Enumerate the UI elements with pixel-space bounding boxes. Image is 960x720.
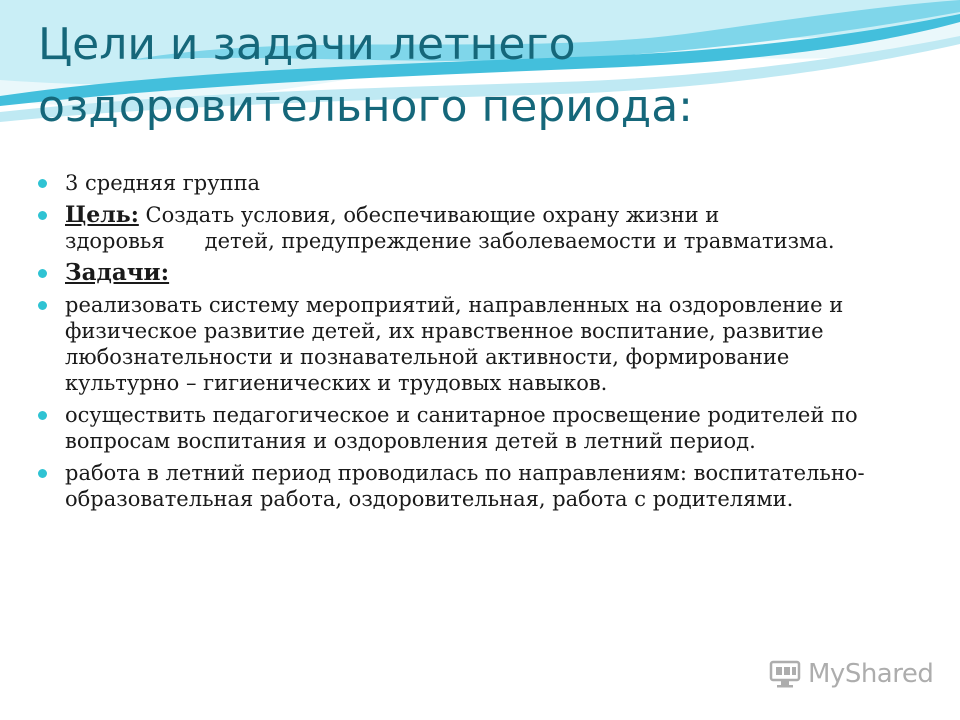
bullet-icon bbox=[38, 269, 47, 278]
goal-label: Цель: bbox=[65, 202, 139, 228]
list-item bbox=[38, 292, 898, 396]
list-item bbox=[38, 170, 898, 196]
bullet-icon bbox=[38, 301, 47, 310]
list-item-text: реализовать систему мероприятий, направленных на оздоровление и физическое развитие детей, их нравственное воспитание, развитие любознательности и познавательной активности, формирование культурно – гигиенических и трудовых навыков. bbox=[65, 293, 844, 395]
monitor-icon bbox=[768, 659, 802, 689]
list-item-text: 3 средняя группа bbox=[65, 171, 261, 195]
page-title: Цели и задачи летнего оздоровительного периода: bbox=[38, 19, 693, 132]
list-item bbox=[38, 260, 898, 286]
bullet-icon bbox=[38, 211, 47, 220]
list-item bbox=[38, 460, 898, 512]
list-item bbox=[38, 202, 898, 254]
list-item-text: работа в летний период проводилась по направлениям: воспитательно-образовательная работа, оздоровительная, работа с родителями. bbox=[65, 461, 865, 511]
bullet-list bbox=[38, 170, 898, 518]
list-item-text: осуществить педагогическое и санитарное просвещение родителей по вопросам воспитания и оздоровления детей в летний период. bbox=[65, 403, 858, 453]
list-item bbox=[38, 402, 898, 454]
bullet-icon bbox=[38, 179, 47, 188]
bullet-icon bbox=[38, 411, 47, 420]
bullet-icon bbox=[38, 469, 47, 478]
list-item-text: Создать условия, обеспечивающие охрану жизни и здоровья детей, предупреждение заболеваемости и травматизма. bbox=[65, 203, 835, 253]
tasks-label: Задачи: bbox=[65, 259, 170, 286]
watermark-logo bbox=[768, 654, 938, 694]
watermark-text: MyShared bbox=[808, 659, 934, 689]
